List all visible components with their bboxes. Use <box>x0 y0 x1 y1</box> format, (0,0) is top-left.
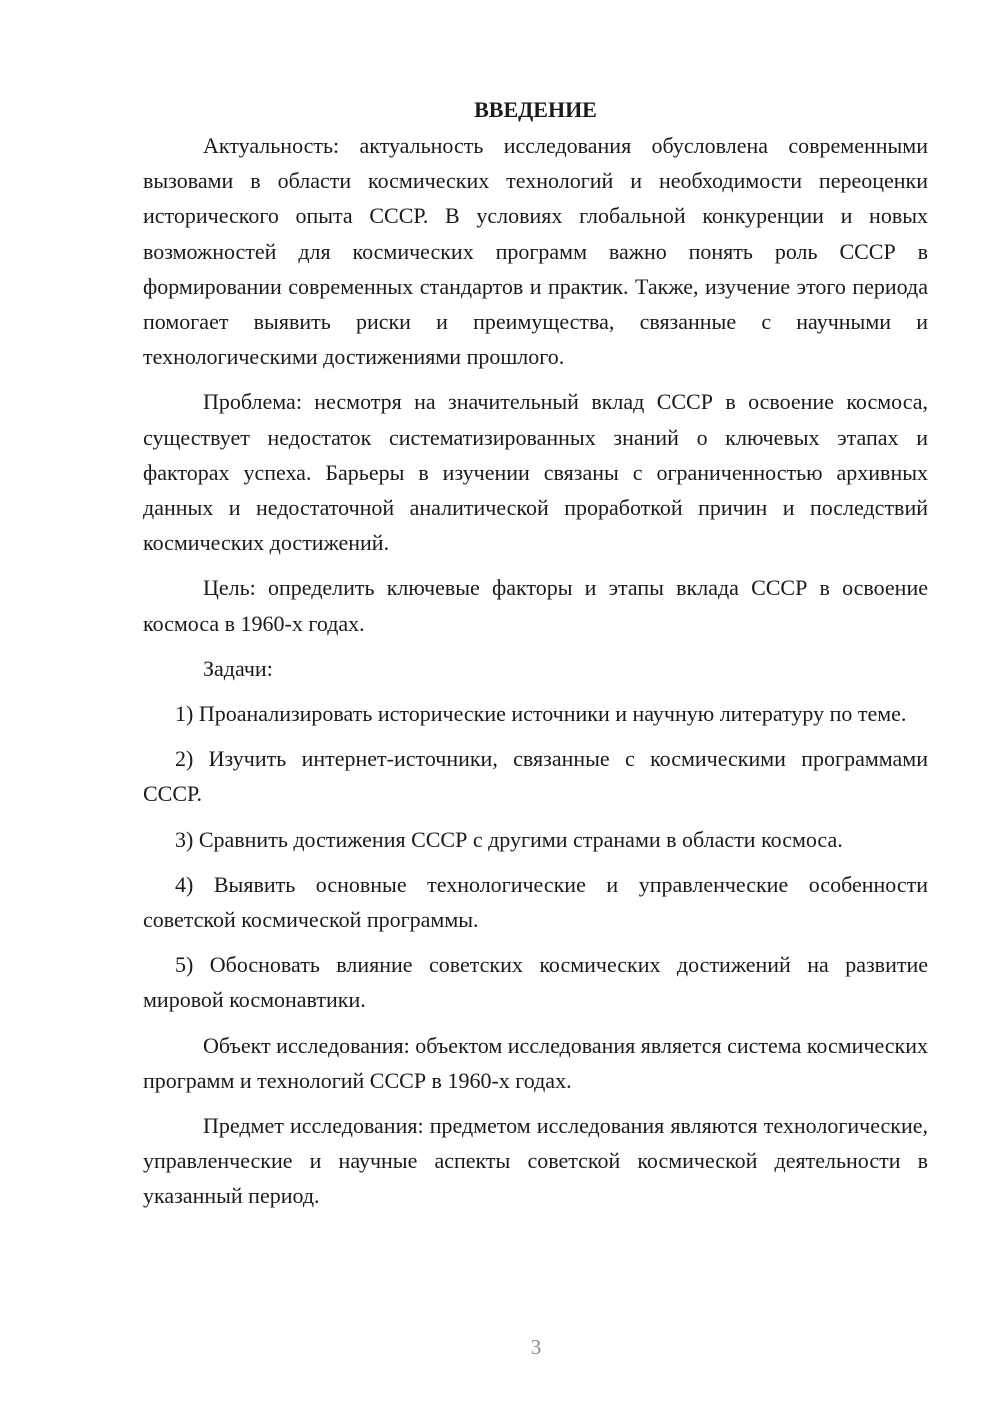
paragraph-goal: Цель: определить ключевые факторы и этапы вклада СССР в освоение космоса в 1960-х годах. <box>143 575 928 636</box>
tasks-heading: Задачи: <box>203 655 273 681</box>
task-item-3: 3) Сравнить достижения СССР с другими странами в области космоса. <box>175 826 843 852</box>
task-item-5: 5) Обосновать влияние советских космических достижений на развитие мировой космонавтики. <box>143 952 928 1013</box>
task-item-2: 2) Изучить интернет-источники, связанные с космическими программами СССР. <box>143 746 928 807</box>
paragraph-problem: Проблема: несмотря на значительный вклад СССР в освоение космоса, существует недостаток систематизированных знаний о ключевых этапах и факторах успеха. Барьеры в изучении связаны с ограниченностью архивных данных и недостаточной аналитической проработкой причин и последствий космических достижений. <box>143 389 928 556</box>
task-item-1: 1) Проанализировать исторические источники и научную литературу по теме. <box>175 701 907 727</box>
task-item-4: 4) Выявить основные технологические и управленческие особенности советской космической программы. <box>143 871 928 933</box>
paragraph-object: Объект исследования: объектом исследования является система космических программ и технологий СССР в 1960-х годах. <box>143 1032 929 1093</box>
paragraph-relevance: Актуальность: актуальность исследования обусловлена современными вызовами в области космических технологий и необходимости переоценки исторического опыта СССР. В условиях глобальной конкуренции и новых возможностей для космических программ важно понять роль СССР в формировании современных стандартов и практик. Также, изучение этого периода помогает выявить риски и преимущества, связанные с научными и технологическими достижениями прошлого. <box>143 133 928 370</box>
page-number: 3 <box>530 1335 542 1359</box>
section-title: ВВЕДЕНИЕ <box>474 97 597 122</box>
document-page <box>143 92 928 1224</box>
paragraph-subject: Предмет исследования: предметом исследования являются технологические, управленческие и научные аспекты советской космической деятельности в указанный период. <box>143 1113 928 1209</box>
